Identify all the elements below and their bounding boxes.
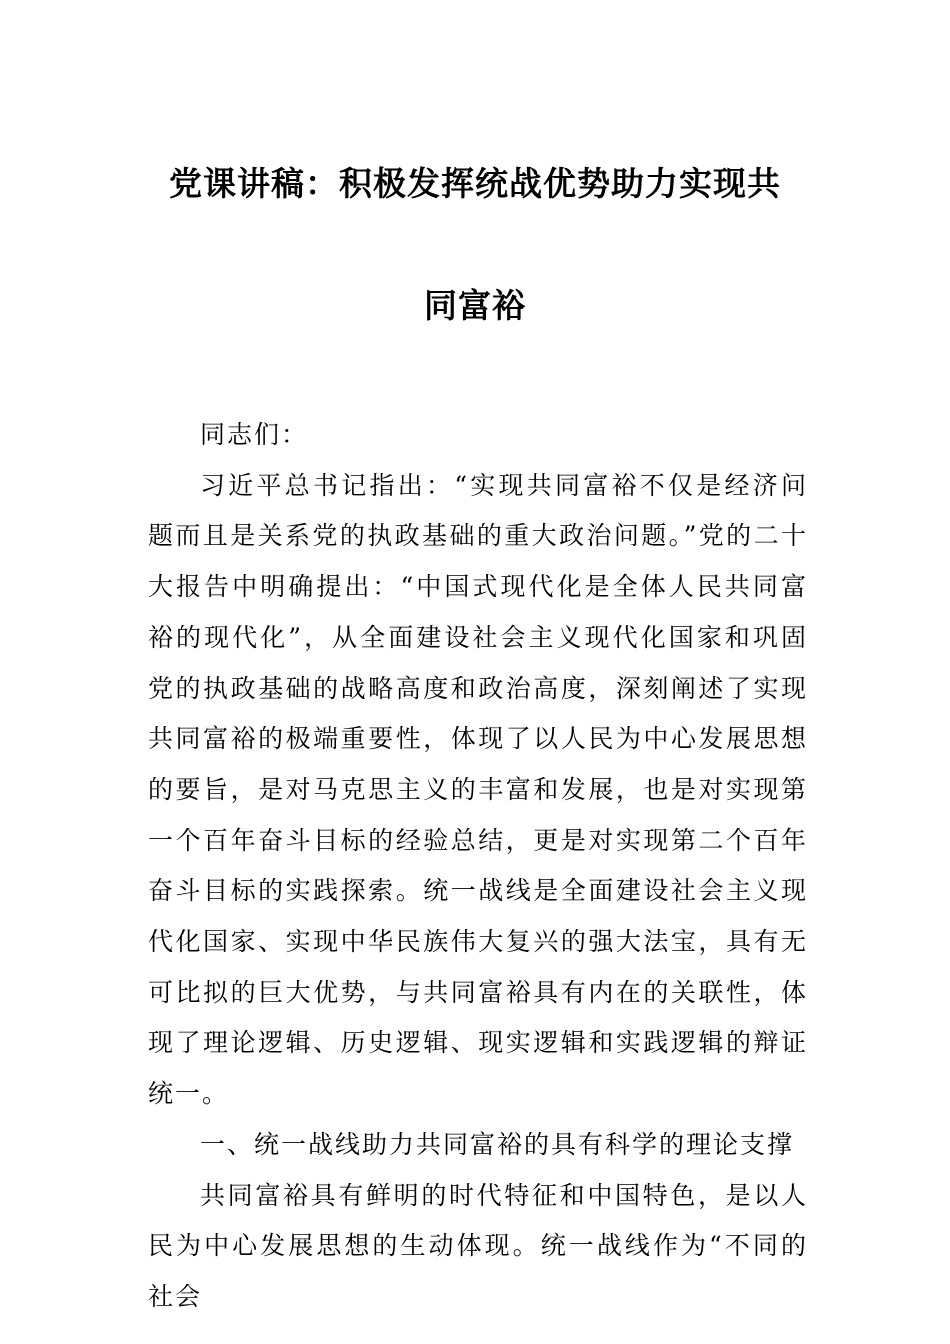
- document-title-line-1: 党课讲稿：积极发挥统战优势助力实现共: [169, 164, 781, 203]
- greeting: 同志们：: [200, 420, 309, 449]
- paragraph-section-1: 共同富裕具有鲜明的时代特征和中国特色，是以人民为中心发展思想的生动体现。统一战线作为“不同的社会: [148, 1180, 808, 1311]
- document-title-line-2: 同富裕: [424, 286, 526, 325]
- section-heading-1: 一、统一战线助力共同富裕的具有科学的理论支撑: [200, 1129, 795, 1159]
- paragraph-intro: 习近平总书记指出：“实现共同富裕不仅是经济问题而且是关系党的执政基础的重大政治问题。”党的二十大报告中明确提出：“中国式现代化是全体人民共同富裕的现代化”，从全面建设社会主义现代化国家和巩固党的执政基础的战略高度和政治高度，深刻阐述了实现共同富裕的极端重要性，体现了以人民为中心发展思想的要旨，是对马克思主义的丰富和发展，也是对实现第一个百年奋斗目标的经验总结，更是对实现第二个百年奋斗目标的实践探索。统一战线是全面建设社会主义现代化国家、实现中华民族伟大复兴的强大法宝，具有无可比拟的巨大优势，与共同富裕具有内在的关联性，体现了理论逻辑、历史逻辑、现实逻辑和实践逻辑的辩证统一。: [148, 470, 808, 1109]
- document-body: [148, 410, 808, 1323]
